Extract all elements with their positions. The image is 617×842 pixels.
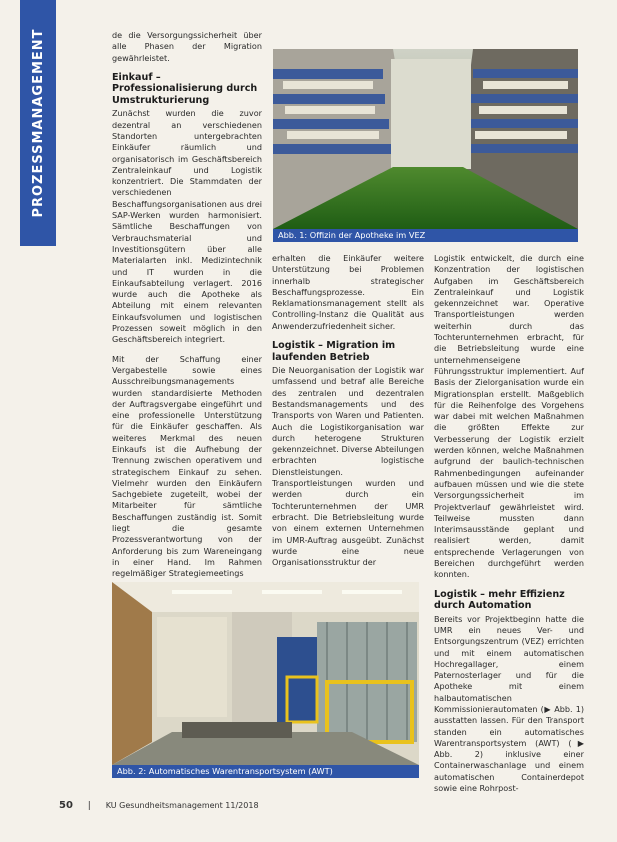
- paragraph: erhalten die Einkäufer weitere Unterstützung bei Problemen innerhalb strategischer Beschaffungsprozesse. Ein Reklamationsmanagement stellt als Controlling-Instanz die Qualität aus Anwenderzufriedenheit sicher.: [272, 253, 424, 331]
- figure-caption: Abb. 1: Offizin der Apotheke im VEZ: [273, 229, 578, 242]
- figure-caption: Abb. 2: Automatisches Warentransportsystem (AWT): [112, 765, 419, 778]
- paragraph: Zunächst wurden die zuvor dezentral an verschiedenen Standorten untergebrachten Einkäufer räumlich und organisatorisch im Geschäftsbereich Zentraleinkauf und Logistik konzentriert. Die Stammdaten der verschiedenen Beschaffungsorganisationen aus drei SAP-Werken wurden harmonisiert. Sämtliche Beschaffungen von Verbrauchsmaterial und Investitionsgütern über alle Materialarten inkl. Medizintechnik und IT wurden in die Einkaufsabteilung verlagert. 2016 wurde auch die Apotheke als Abteilung mit einem relevanten Einkaufsvolumen und logistischen Prozessen soweit möglich in den Geschäftsbereich integriert.: [112, 108, 262, 345]
- page-number: 50: [59, 800, 73, 811]
- paragraph-intro: de die Versorgungssicherheit über alle Phasen der Migration gewährleistet.: [112, 30, 262, 63]
- section-band: [20, 0, 56, 246]
- heading-einkauf: Einkauf – Professionalisierung durch Umstrukturierung: [112, 71, 258, 106]
- text-column-2: [272, 253, 424, 576]
- text-column-1: [112, 30, 262, 588]
- page-footer: [59, 800, 259, 811]
- paragraph: Logistik entwickelt, die durch eine Konzentration der logistischen Aufgaben im Geschäftsbereich Zentraleinkauf und Logistik gekennzeichnet war. Operative Transportleistungen werden weiterhin durch das Tochterunternehmen erbracht, für die Betriebsleitung wurde eine unternehmenseigene Führungsstruktur implementiert. Auf Basis der Zielorganisation wurde ein Migrationsplan erstellt. Maßgeblich für die Reihenfolge des Vorgehens war dabei mit welchen Maßnahmen die größten Effekte zur Verbesserung der Logistik erzielt werden können, welche Maßnahmen aufgrund der baulich-technischen Rahmenbedingungen aufeinander aufbauen müssen und wie die stete Versorgungssicherheit im Projektverlauf gewährleistet wird. Teilweise mussten dann Interimsausstände geplant und realisiert werden, damit entsprechende Verlagerungen von Bereichen durchgeführt werden konnten.: [434, 253, 584, 580]
- journal-name: KU Gesundheitsmanagement 11/2018: [105, 801, 259, 810]
- footer-separator: |: [87, 801, 91, 811]
- pharmacy-photo: [273, 49, 578, 229]
- heading-logistik-migration: Logistik – Migration im laufenden Betrieb: [272, 340, 396, 363]
- pharmacy-photo-image: [273, 49, 578, 229]
- paragraph: Die Neuorganisation der Logistik war umfassend und betraf alle Bereiche des zentralen und dezentralen Bestandsmanagements und des Transports von Waren und Patienten. Auch die Logistikorganisation war durch heterogene Strukturen gekennzeichnet. Diverse Abteilungen erbrachten logistische Dienstleistungen. Transportleistungen wurden und werden durch ein Tochterunternehmen der UMR erbracht. Die Betriebsleitung wurde von einem externen Unternehmen im UMR-Auftrag ausgeübt. Zunächst wurde eine neue Organisationsstruktur der: [272, 365, 424, 568]
- text-column-3: [434, 253, 584, 802]
- section-label: PROZESSMANAGEMENT: [30, 28, 46, 218]
- transport-system-photo: [112, 582, 419, 765]
- heading-logistik-automation: Logistik – mehr Effizienz durch Automation: [434, 588, 565, 612]
- transport-system-photo-image: [112, 582, 419, 765]
- paragraph: Mit der Schaffung einer Vergabestelle sowie eines Ausschreibungsmanagements wurden standardisierte Methoden der Auftragsvergabe eingeführt und eine professionelle Unterstützung für die Einkäufer geschaffen. Als weiteres Merkmal des neuen Einkaufs ist die Aufhebung der Trennung zwischen operativem und strategischem Einkauf zu sehen. Vielmehr wurden den Einkäufern Sachgebiete zugeteilt, wobei der Mitarbeiter für sämtliche Beschaffungen zuständig ist. Somit liegt die gesamte Prozessverantwortung von der Anforderung bis zum Wareneingang in einer Hand. Im Rahmen regelmäßiger Strategiemeetings: [112, 353, 262, 579]
- paragraph: Bereits vor Projektbeginn hatte die UMR ein neues Ver- und Entsorgungszentrum (VEZ) errichten und mit einem automatischen Hochregallager, einem Paternosterlager und für die Apotheke mit einem halbautomatischen Kommissionierautomaten (▶ Abb. 1) ausstatten lassen. Für den Transport standen ein automatisches Warentransportsystem (AWT) (▶ Abb. 2) inklusive einer Containerwaschanlage und einem automatischen Containerdepot sowie eine Rohrpost-: [434, 613, 584, 794]
